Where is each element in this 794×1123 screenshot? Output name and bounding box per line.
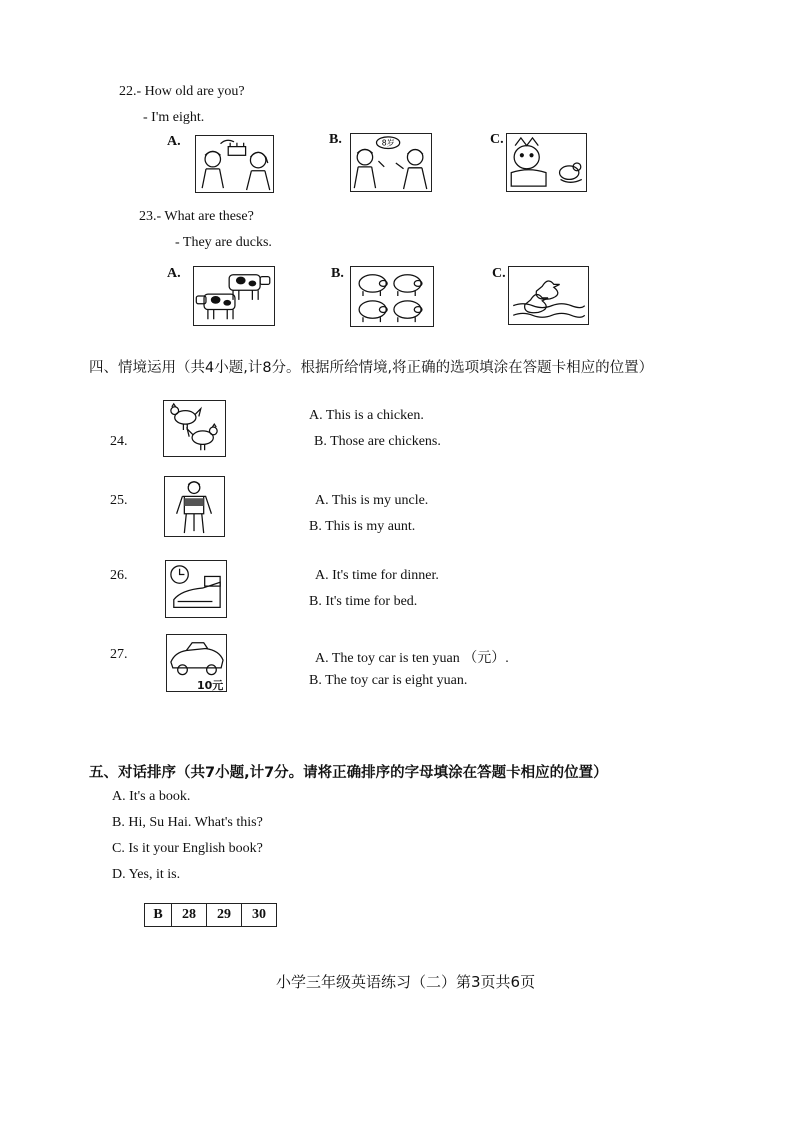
q25-picture: [164, 476, 225, 537]
q24-option-b: B. Those are chickens.: [314, 434, 441, 449]
dialogue-line-c: C. Is it your English book?: [112, 841, 263, 856]
q23-option-c-label: C.: [492, 266, 506, 281]
q27-price-tag: 10元: [197, 679, 224, 692]
q27-picture: [166, 634, 227, 692]
answer-box: 28: [172, 904, 207, 927]
page-footer: 小学三年级英语练习（二）第3页共6页: [276, 973, 536, 991]
q25-option-b: B. This is my aunt.: [309, 519, 416, 534]
q26-option-a: A. It's time for dinner.: [315, 568, 439, 583]
answer-box: 30: [242, 904, 277, 927]
q26-number: 26.: [110, 568, 128, 583]
q23-option-b-label: B.: [331, 266, 344, 281]
q23-answer: - They are ducks.: [175, 235, 272, 250]
q27-number: 27.: [110, 647, 128, 662]
q23-option-a-label: A.: [167, 266, 181, 281]
section5-title: 五、对话排序（共7小题,计7分。请将正确排序的字母填涂在答题卡相应的位置）: [89, 765, 608, 781]
dialogue-line-a: A. It's a book.: [112, 789, 191, 804]
q22-option-a-picture: [195, 135, 274, 193]
q24-option-a: A. This is a chicken.: [309, 408, 424, 423]
bubble-text: 8岁: [381, 138, 395, 148]
q22-option-c-picture: [506, 133, 587, 192]
q24-number: 24.: [110, 434, 128, 449]
q22-option-b-picture: [350, 133, 432, 192]
answer-box: B: [145, 904, 172, 927]
q23-option-a-picture: [193, 266, 275, 326]
q23-option-b-picture: [350, 266, 434, 327]
q25-number: 25.: [110, 493, 128, 508]
q26-option-b: B. It's time for bed.: [309, 594, 418, 609]
section4-title: 四、情境运用（共4小题,计8分。根据所给情境,将正确的选项填涂在答题卡相应的位置）: [89, 360, 654, 376]
q24-picture: [163, 400, 226, 457]
q27-option-a: A. The toy car is ten yuan （元）.: [315, 651, 509, 666]
q22-question: 22.- How old are you?: [119, 84, 245, 99]
q22-answer: - I'm eight.: [143, 110, 205, 125]
dialogue-line-b: B. Hi, Su Hai. What's this?: [112, 815, 263, 830]
q23-option-c-picture: [508, 266, 589, 325]
q27-option-b: B. The toy car is eight yuan.: [309, 673, 468, 688]
q22-option-c-label: C.: [490, 132, 504, 147]
answer-order-boxes: [144, 903, 277, 927]
dialogue-line-d: D. Yes, it is.: [112, 867, 181, 882]
q22-option-b-label: B.: [329, 132, 342, 147]
answer-box: 29: [207, 904, 242, 927]
q22-option-a-label: A.: [167, 134, 181, 149]
q23-question: 23.- What are these?: [139, 209, 254, 224]
q26-picture: [165, 560, 227, 618]
q25-option-a: A. This is my uncle.: [315, 493, 429, 508]
